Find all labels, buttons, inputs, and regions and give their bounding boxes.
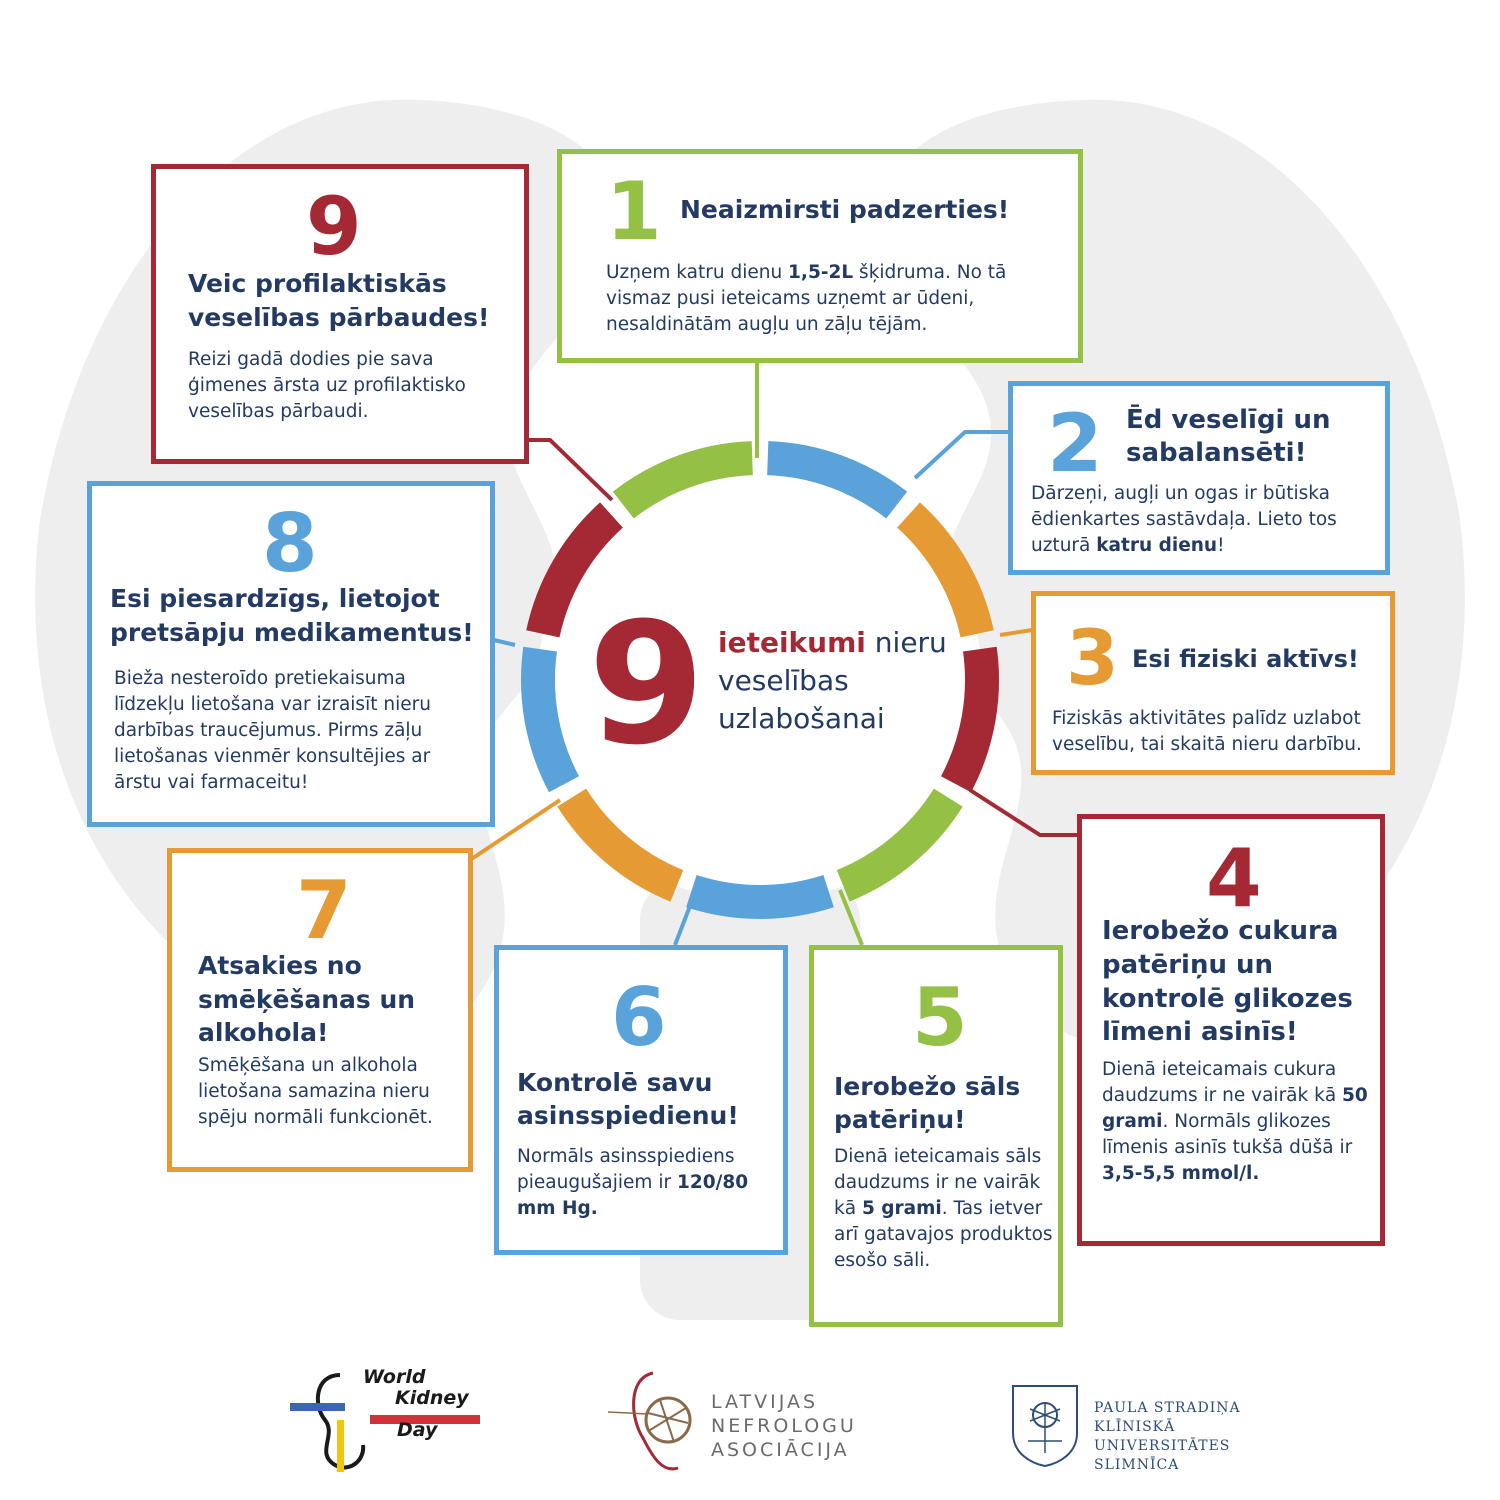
ring-segment-5: [691, 891, 828, 902]
tip-body-6: Normāls asinsspiediens pieaugušajiem ir 120/80 mm Hg.: [517, 1146, 749, 1219]
tip-card-5: [809, 945, 1063, 1327]
hospital-crest-icon: [1010, 1383, 1080, 1468]
psk-wordmark: PAULA STRADIŅA KLĪNISKĀ UNIVERSITĀTES SLIMNĪCA: [1094, 1400, 1241, 1473]
tip-card-9: [151, 164, 529, 464]
tip-number-5: 5: [912, 971, 968, 1064]
tip-title-4: Ierobežo cukura patēriņu un kontrolē glikozes līmeni asinīs!: [1102, 916, 1353, 1048]
tip-number-8: 8: [262, 497, 318, 590]
tip-number-1: 1: [606, 165, 662, 258]
tip-title-2: Ēd veselīgi un sabalansēti!: [1126, 405, 1331, 469]
tip-title-3: Esi fiziski aktīvs!: [1132, 645, 1359, 673]
tip-title-7: Atsakies no smēķēšanas un alkohola!: [198, 951, 416, 1047]
latvijas-nefrologu-asociacija-logo: [608, 1368, 858, 1478]
tip-body-2: Dārzeņi, augļi un ogas ir būtiska ēdienkartes sastāvdaļa. Lieto tos uzturā katru dienu!: [1031, 483, 1337, 556]
tip-body-1: Uzņem katru dienu 1,5-2L šķidruma. No tā vismaz pusi ieteicams uzņemt ar ūdeni, nesaldinātām augļu un zāļu tējām.: [606, 262, 1007, 335]
tip-card-2: [1008, 381, 1390, 575]
lna-wordmark: LATVIJAS NEFROLOGU ASOCIĀCIJA: [711, 1391, 857, 1462]
tip-number-3: 3: [1066, 613, 1119, 702]
tip-body-4: Dienā ieteicamais cukura daudzums ir ne vairāk kā 50 grami. Normāls glikozes līmenis asinīs tukšā dūšā ir 3,5-5,5 mmol/l.: [1102, 1059, 1368, 1184]
tip-number-6: 6: [611, 971, 667, 1064]
tip-card-8: [87, 481, 495, 827]
tip-card-4: [1077, 814, 1385, 1246]
tip-title-5: Ierobežo sāls patēriņu!: [834, 1072, 1021, 1134]
connector-9: [528, 440, 612, 500]
center-number: 9: [588, 586, 705, 782]
tip-body-3: Fiziskās aktivitātes palīdz uzlabot veselību, tai skaitā nieru darbību.: [1052, 708, 1362, 755]
tip-title-9: Veic profilaktiskās veselības pārbaudes!: [188, 269, 490, 332]
tip-title-8: Esi piesardzīgs, lietojot pretsāpju medikamentus!: [110, 584, 474, 647]
center-caption: ieteikumi nieru veselības uzlabošanai: [718, 626, 947, 735]
yarn-kidney-icon: [608, 1368, 708, 1478]
tip-number-9: 9: [306, 180, 362, 273]
world-kidney-day-logo: [285, 1365, 485, 1480]
tip-card-1: [557, 149, 1083, 363]
tip-card-3: [1031, 591, 1395, 775]
tip-body-9: Reizi gadā dodies pie sava ģimenes ārsta uz profilaktisko veselības pārbaudi.: [188, 349, 466, 422]
tip-title-6: Kontrolē savu asinsspiedienu!: [517, 1068, 739, 1130]
tip-number-2: 2: [1047, 397, 1103, 490]
wkd-wordmark: World Kidney Day: [363, 1366, 469, 1441]
tip-number-7: 7: [296, 864, 352, 957]
tip-body-8: Bieža nesteroīdo pretiekaisuma līdzekļu lietošana var izraisīt nieru darbības traucējumus. Pirms zāļu lietošanas vienmēr konsultējies ar ārstu vai farmaceitu!: [114, 668, 431, 793]
tip-body-7: Smēķēšana un alkohola lietošana samazina nieru spēju normāli funkcionēt.: [198, 1055, 433, 1128]
paula-stradina-hospital-logo: [1010, 1383, 1310, 1473]
center-highlight: ieteikumi: [718, 626, 866, 659]
tip-number-4: 4: [1206, 832, 1262, 925]
tip-body-5: Dienā ieteicamais sāls daudzums ir ne vairāk kā 5 grami. Tas ietver arī gatavajos produktos esošo sāli.: [834, 1146, 1053, 1271]
tip-card-7: [167, 848, 473, 1172]
tip-title-1: Neaizmirsti padzerties!: [680, 195, 1010, 224]
tip-card-6: [494, 945, 788, 1255]
